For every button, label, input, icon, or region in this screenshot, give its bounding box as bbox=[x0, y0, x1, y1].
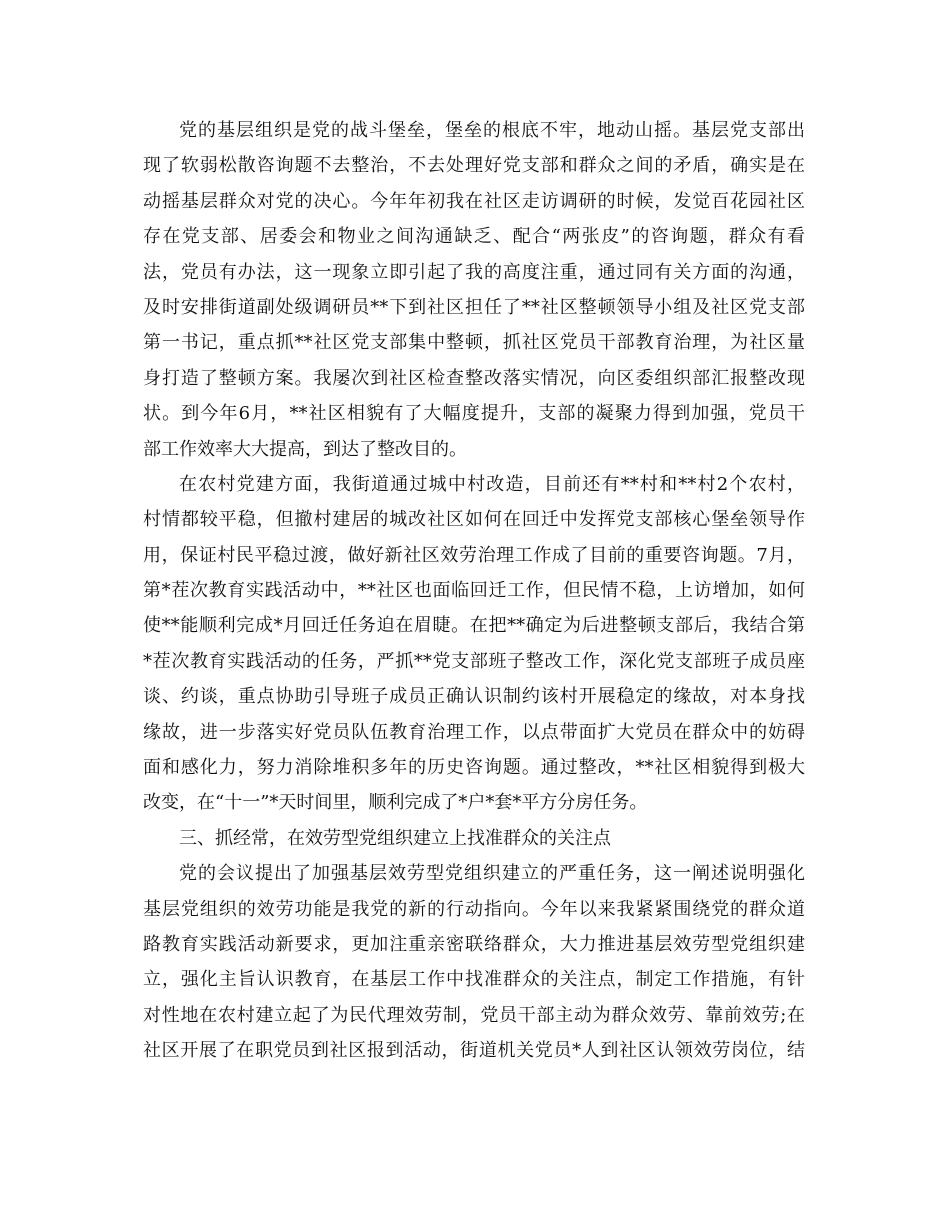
text-line: 现了软弱松散咨询题不去整治，不去处理好党支部和群众之间的矛盾，确实是在 bbox=[143, 155, 805, 177]
text-line: 改变，在“十一”*天时间里，顺利完成了*户*套*平方分房任务。 bbox=[143, 792, 648, 814]
text-line: 第一书记，重点抓**社区党支部集中整顿，抓社区党员干部教育治理，为社区量 bbox=[143, 332, 805, 354]
text-line: 村情都较平稳，但撤村建居的城改社区如何在回迁中发挥党支部核心堡垒领导作 bbox=[143, 509, 805, 531]
text-line: 动摇基层群众对党的决心。今年年初我在社区走访调研的时候，发觉百花园社区 bbox=[143, 190, 805, 212]
text-line: 第*茬次教育实践活动中，**社区也面临回迁工作，但民情不稳，上访增加，如何 bbox=[143, 580, 805, 602]
text-line: 在农村党建方面，我街道通过城中村改造，目前还有**村和**村2个农村， bbox=[179, 473, 805, 495]
text-line: 身打造了整顿方案。我屡次到社区检查整改落实情况，向区委组织部汇报整改现 bbox=[143, 367, 805, 389]
text-line: 缘故，进一步落实好党员队伍教育治理工作，以点带面扩大党员在群众中的妨碍 bbox=[143, 721, 805, 743]
text-line: 对性地在农村建立起了为民代理效劳制，党员干部主动为群众效劳、靠前效劳;在 bbox=[143, 1004, 805, 1026]
text-line: 及时安排街道副处级调研员**下到社区担任了**社区整顿领导小组及社区党支部 bbox=[143, 296, 805, 318]
text-line: 存在党支部、居委会和物业之间沟通缺乏、配合“两张皮”的咨询题，群众有看 bbox=[143, 226, 805, 248]
text-line: 部工作效率大大提高，到达了整改目的。 bbox=[143, 438, 467, 460]
text-line: 党的会议提出了加强基层效劳型党组织建立的严重任务，这一阐述说明强化 bbox=[179, 863, 805, 885]
text-line: 面和感化力，努力消除堆积多年的历史咨询题。通过整改，**社区相貌得到极大 bbox=[143, 757, 805, 779]
text-line: 基层党组织的效劳功能是我党的新的行动指向。今年以来我紧紧围绕党的群众道 bbox=[143, 898, 805, 920]
text-line: 法，党员有办法，这一现象立即引起了我的高度注重，通过同有关方面的沟通， bbox=[143, 261, 805, 283]
text-line: *茬次教育实践活动的任务，严抓**党支部班子整改工作，深化党支部班子成员座 bbox=[143, 650, 805, 672]
text-line: 立，强化主旨认识教育，在基层工作中找准群众的关注点，制定工作措施，有针 bbox=[143, 969, 805, 991]
text-line: 状。到今年6月，**社区相貌有了大幅度提升，支部的凝聚力得到加强，党员干 bbox=[143, 403, 805, 425]
section-heading: 三、抓经常，在效劳型党组织建立上找准群众的关注点 bbox=[179, 827, 611, 849]
text-line: 用，保证村民平稳过渡，做好新社区效劳治理工作成了目前的重要咨询题。7月， bbox=[143, 544, 805, 566]
text-line: 谈、约谈，重点协助引导班子成员正确认识制约该村开展稳定的缘故，对本身找 bbox=[143, 686, 805, 708]
text-line: 路教育实践活动新要求，更加注重亲密联络群众，大力推进基层效劳型党组织建 bbox=[143, 933, 805, 955]
text-line: 使**能顺利完成*月回迁任务迫在眉睫。在把**确定为后进整顿支部后，我结合第 bbox=[143, 615, 805, 637]
text-line: 党的基层组织是党的战斗堡垒，堡垒的根底不牢，地动山摇。基层党支部出 bbox=[179, 120, 805, 141]
document-body bbox=[143, 113, 805, 1069]
text-line: 社区开展了在职党员到社区报到活动，街道机关党员*人到社区认领效劳岗位，结 bbox=[143, 1040, 805, 1062]
